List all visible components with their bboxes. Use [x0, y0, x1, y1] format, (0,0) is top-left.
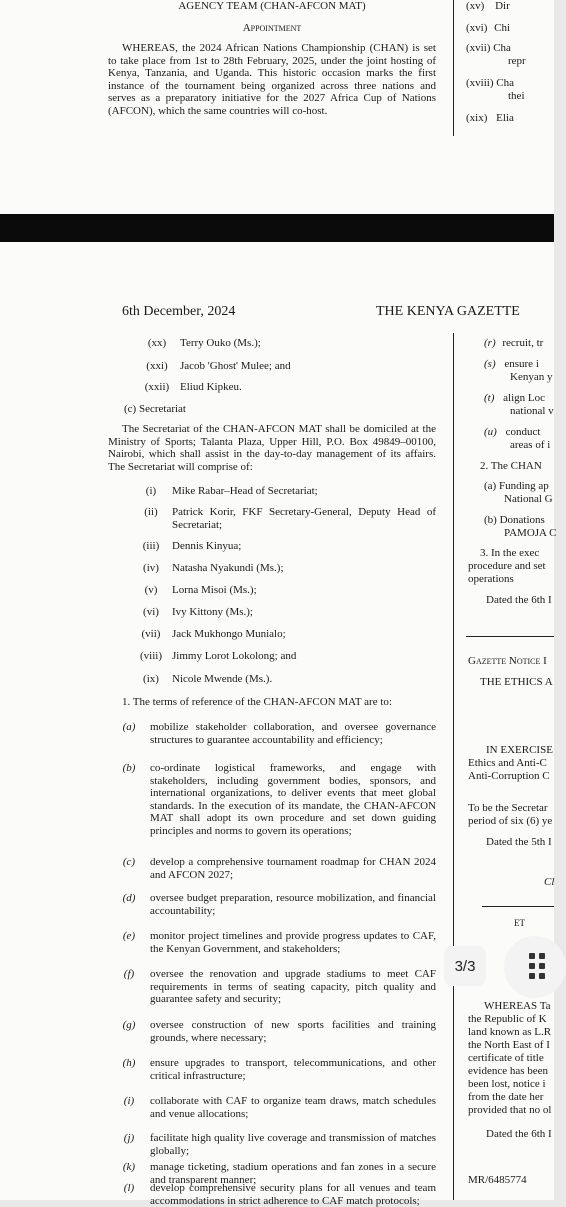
item-num: (s) [484, 358, 496, 370]
item-text: Dir [495, 0, 510, 12]
grid-icon [529, 963, 535, 969]
grid-icon [539, 953, 545, 959]
item-text: oversee the renovation and upgrade stadiums to meet CAF requirements in terms of seating capacity, pitch quality and guarantee safety and security; [150, 968, 436, 1006]
item-num: (xix) [466, 112, 488, 124]
item-num: (d) [122, 892, 136, 904]
item-text: Dennis Kinyua; [172, 540, 242, 552]
grid-icon [539, 973, 545, 979]
item-num: (j) [123, 1132, 135, 1144]
secretariat-label: (c) Secretariat [124, 403, 186, 415]
signature-fragment: Cl [544, 876, 555, 888]
item-text: Lorna Misoi (Ms.); [172, 584, 257, 596]
item-num: (u) [484, 426, 497, 438]
item-text: Nicole Mwende (Ms.). [172, 673, 273, 685]
whereas-cont: the Republic of K [468, 1013, 547, 1025]
item-num: (iii) [142, 540, 160, 552]
notice-title: THE ETHICS A [480, 676, 553, 688]
item-text: Jack Mukhongo Munialo; [172, 628, 286, 640]
item-text: facilitate high quality live coverage and transmission of matches globally; [150, 1132, 436, 1157]
item-num: (ix) [143, 673, 159, 685]
page-gap [0, 214, 554, 242]
dated-line: Dated the 6th I [486, 594, 552, 606]
item-num: (xxii) [144, 381, 170, 393]
appointment-subheading: Appointment [242, 22, 302, 34]
notice-label-fragment: ET [514, 918, 525, 928]
para-3: 3. In the exec [480, 547, 540, 559]
funding-b-cont: PAMOJA C [504, 527, 557, 539]
funding-a-cont: National G [504, 493, 553, 505]
item-text: Natasha Nyakundi (Ms.); [172, 562, 284, 574]
item-text: develop a comprehensive tournament roadmap for CHAN 2024 and AFCON 2027; [150, 856, 436, 881]
page-indicator[interactable]: 3/3 [444, 946, 486, 986]
grid-icon [539, 963, 545, 969]
whereas-fragment: WHEREAS Ta [484, 1000, 551, 1012]
item-num: (a) [122, 721, 136, 733]
item-num: (k) [122, 1161, 136, 1173]
item-num: (xvii) [466, 42, 491, 54]
secretariat-paragraph: The Secretariat of the CHAN-AFCON MAT shall be domiciled at the Ministry of Sports; Talanta Plaza, Upper Hill, P.O. Box 49849–00100, Nairobi, which shall assist in the day-to-day management of its affairs. The Secretariat will comprise of: [108, 423, 436, 473]
item-num: (ii) [144, 506, 158, 518]
item-num: (xx) [147, 337, 167, 349]
dated-line: Dated the 6th I [486, 1128, 552, 1140]
item-num: (r) [484, 337, 496, 349]
item-text: collaborate with CAF to organize team draws, match schedules and venue allocations; [150, 1095, 436, 1120]
item-text: Mike Rabar–Head of Secretariat; [172, 485, 318, 497]
right-column [466, 242, 557, 1200]
item-num: (g) [122, 1019, 136, 1031]
item-num: (iv) [143, 562, 159, 574]
item-num: (i) [123, 1095, 135, 1107]
item-text: Patrick Korir, FKF Secretary-General, Deputy Head of Secretariat; [172, 506, 436, 531]
item-num: (i) [145, 485, 157, 497]
grid-icon [529, 973, 535, 979]
item-text: Cha [493, 42, 511, 54]
item-text: Jacob 'Ghost' Mulee; and [180, 360, 291, 372]
para-3-cont: operations [468, 573, 514, 585]
item-num: (vii) [141, 628, 161, 640]
whereas-cont: certificate of title [468, 1052, 544, 1064]
item-num: (f) [123, 968, 135, 980]
item-text: manage ticketing, stadium operations and fan zones in a secure and transparent manner; [150, 1161, 436, 1186]
item-num: (v) [144, 584, 158, 596]
dated-line: Dated the 5th I [486, 836, 552, 848]
item-num: (xviii) [466, 77, 494, 89]
item-text: Terry Ouko (Ms.); [180, 337, 261, 349]
item-num: (b) [122, 762, 136, 774]
item-text: Ivy Kittony (Ms.); [172, 606, 253, 618]
item-text-cont: repr [508, 55, 526, 67]
item-text: Jimmy Lorot Lokolong; and [172, 650, 297, 662]
item-text: co-ordinate logistical frameworks, and engage with stakeholders, including government bodies, sponsors, and international organizations, to deliver events that meet global standards. In the execution of its mandate, the CHAN-AFCON MAT shall adopt its own procedure and set down guiding principles and norms to govern its operations; [150, 762, 436, 837]
notice-body: To be the Secretar [468, 802, 548, 814]
item-num: (viii) [140, 650, 162, 662]
para-2: 2. The CHAN [480, 460, 542, 472]
column-divider [453, 0, 454, 136]
item-text: oversee construction of new sports facilities and training grounds, where necessary; [150, 1019, 436, 1044]
item-num: (e) [122, 930, 136, 942]
gazette-page [0, 242, 557, 1207]
whereas-paragraph: WHEREAS, the 2024 African Nations Championship (CHAN) is set to take place from 1st to 28th February, 2025, under the joint hosting of Kenya, Tanzania, and Uganda. This historic occasion marks the first instance of the tournament being organized across three nations and serves as a preparatory initiative for the 2027 Africa Cup of Nations (AFCON), which the same countries will co-host. [108, 42, 436, 117]
notice-rule [466, 636, 554, 637]
item-num: (l) [123, 1182, 135, 1194]
item-text: ensure upgrades to transport, telecommunications, and other critical infrastructure; [150, 1057, 436, 1082]
item-text-cont: national v [510, 405, 554, 417]
whereas-cont: evidence has been [468, 1065, 549, 1077]
whereas-cont: from the date her [468, 1091, 544, 1103]
page-date: 6th December, 2024 [122, 304, 236, 319]
para-3-cont: procedure and set [468, 560, 546, 572]
item-text-cont: Kenyan y [510, 371, 553, 383]
item-num: (xxi) [146, 360, 168, 372]
grid-icon [529, 953, 535, 959]
notice-body-cont: Ethics and Anti-C [468, 757, 547, 769]
terms-intro: 1. The terms of reference of the CHAN-AFCON MAT are to: [122, 696, 392, 708]
mr-number: MR/6485774 [468, 1174, 527, 1186]
notice-rule [482, 906, 554, 907]
item-text: develop comprehensive security plans for all venues and team accommodations in strict adherence to CAF match protocols; [150, 1182, 436, 1207]
item-num: (h) [122, 1057, 136, 1069]
item-text: mobilize stakeholder collaboration, and oversee governance structures to guarantee accountability and efficiency; [150, 721, 436, 746]
item-text: ensure i [504, 358, 539, 370]
notice-body-cont: period of six (6) ye [468, 815, 553, 827]
item-num: (t) [484, 392, 495, 404]
item-num: (vi) [143, 606, 159, 618]
column-divider [453, 333, 454, 1200]
item-num: (xvi) [466, 22, 488, 34]
item-text: Eliud Kipkeu. [180, 381, 242, 393]
whereas-cont: provided that no ol [468, 1104, 552, 1116]
previous-page-fragment [0, 0, 554, 214]
notice-body: IN EXERCISE [486, 744, 553, 756]
item-num: (xv) [466, 0, 485, 12]
whereas-cont: land known as L.R [468, 1026, 552, 1038]
item-text: Elia [496, 112, 514, 124]
funding-a: (a) Funding ap [484, 480, 549, 492]
gazette-notice-label: Gazette Notice I [468, 655, 547, 667]
item-num: (c) [122, 856, 136, 868]
item-text: conduct [505, 426, 541, 438]
item-text: align Loc [503, 392, 545, 404]
item-text-cont: thei [508, 90, 525, 102]
funding-b: (b) Donations [484, 514, 545, 526]
grid-view-button[interactable] [504, 936, 566, 998]
item-text-cont: areas of i [510, 439, 551, 451]
item-text: Cha [496, 77, 514, 89]
item-text: oversee budget preparation, resource mobilization, and financial accountability; [150, 892, 436, 917]
whereas-cont: the North East of I [468, 1039, 550, 1051]
gazette-title: THE KENYA GAZETTE [376, 304, 520, 319]
item-text: Chi [494, 22, 511, 34]
item-text: monitor project timelines and provide progress updates to CAF, the Kenyan Government, and stakeholders; [150, 930, 436, 955]
agency-heading: AGENCY TEAM (CHAN-AFCON MAT) [178, 0, 366, 12]
item-text: recruit, tr [502, 337, 544, 349]
left-column [108, 242, 436, 1207]
notice-body-cont: Anti-Corruption C [468, 770, 550, 782]
whereas-cont: been lost, notice i [468, 1078, 546, 1090]
